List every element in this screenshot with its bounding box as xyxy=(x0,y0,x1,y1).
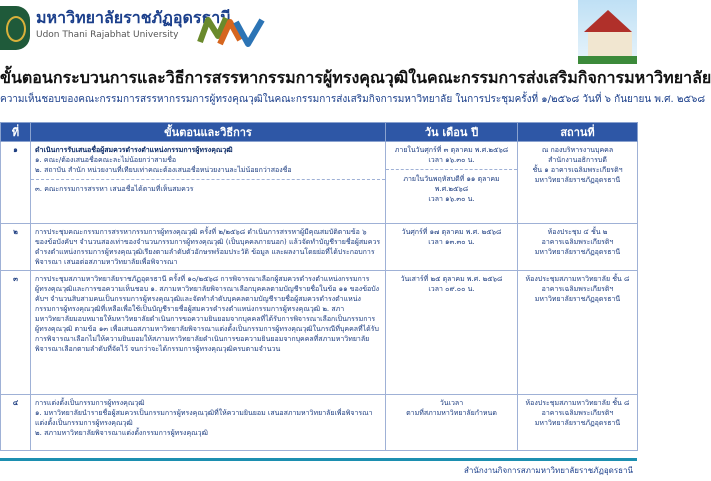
date-text: ภายในวันศุกร์ที่ ๓ ตุลาคม พ.ศ.๒๕๖๘ xyxy=(394,146,509,154)
row-date xyxy=(386,271,518,395)
page-title: ขั้นตอนกระบวนการและวิธีการสรรหากรรมการผู้ทรงคุณวุฒิในคณะกรรมการส่งเสริมกิจการมหาวิทยาลัย xyxy=(0,68,711,87)
place-line: ชั้น ๑ อาคารเฉลิมพระเกียรติฯ xyxy=(532,166,623,174)
row-number: ๑ xyxy=(1,142,31,224)
header-no: ที่ xyxy=(1,123,31,142)
row-place xyxy=(518,271,638,395)
row-number: ๓ xyxy=(1,271,31,395)
row-date xyxy=(386,142,518,224)
university-name-thai: มหาวิทยาลัยราชภัฏอุดรธานี xyxy=(36,8,232,27)
time-text: ตามที่สภามหาวิทยาลัยกำหนด xyxy=(406,409,497,417)
steps-item: ๒. สภามหาวิทยาลัยพิจารณาแต่งตั้งกรรมการผู้ทรงคุณวุฒิ xyxy=(35,429,208,437)
page-footer xyxy=(0,458,637,481)
place-line: ห้องประชุมสภามหาวิทยาลัย ชั้น ๘ xyxy=(525,399,630,407)
header-date: วัน เดือน ปี xyxy=(386,123,518,142)
place-line: ห้องประชุมสภามหาวิทยาลัย ชั้น ๘ xyxy=(525,275,630,283)
time-text: เวลา ๑๓.๓๐ น. xyxy=(428,238,475,246)
row-steps: การประชุมคณะกรรมการสรรหากรรมการผู้ทรงคุณวุฒิ ครั้งที่ ๒/๒๕๖๘ ดำเนินการสรรหาผู้มีคุณสมบัติตามข้อ ๖ ของข้อบังคับฯ จำนวนสองเท่าของจำนวนกรรมการผู้ทรงคุณวุฒิ (เป็นบุคคลภายนอก) แล้วจัดทำบัญชีรายชื่อผู้สมควรดำรงตำแหน่งกรรมการผู้ทรงคุณวุฒิเรียงตามลำดับตัวอักษรพร้อมประวัติ ข้อมูล และผลงานโดยย่อที่ได้ประกอบการพิจารณา เสนอต่อสภามหาวิทยาลัยเพื่อพิจารณา xyxy=(31,224,386,271)
place-line: อาคารเฉลิมพระเกียรติฯ xyxy=(541,238,614,246)
place-line: สำนักงานอธิการบดี xyxy=(548,156,607,164)
place-line: อาคารเฉลิมพระเกียรติฯ xyxy=(541,285,614,293)
date-text: วันเสาร์ที่ ๒๕ ตุลาคม พ.ศ. ๒๕๖๘ xyxy=(400,275,503,283)
row-place xyxy=(518,142,638,224)
steps-item: ๑. มหาวิทยาลัยนำรายชื่อผู้สมควรเป็นกรรมการผู้ทรงคุณวุฒิที่ให้ความยินยอม เสนอสภามหาวิทยาลัยเพื่อพิจารณาแต่งตั้งเป็นกรรมการผู้ทรงคุณวุฒิ xyxy=(35,409,373,427)
place-line: มหาวิทยาลัยราชภัฏอุดรธานี xyxy=(534,176,621,184)
row-place xyxy=(518,395,638,451)
row-date xyxy=(386,395,518,451)
steps-heading: ดำเนินการรับเสนอชื่อผู้สมควรดำรงตำแหน่งกรรมการผู้ทรงคุณวุฒิ xyxy=(35,146,233,154)
header-steps: ขั้นตอนและวิธีการ xyxy=(31,123,386,142)
row-number: ๔ xyxy=(1,395,31,451)
anniversary-logo-icon xyxy=(196,8,266,56)
table-row xyxy=(1,224,638,271)
table-header-row xyxy=(1,123,638,142)
page-header xyxy=(0,0,637,64)
place-line: ห้องประชุม ๔ ชั้น ๒ xyxy=(547,228,608,236)
steps-item: ๑. คณะ/ต้องเสนอชื่อคณะละไม่น้อยกว่าสามชื่อ xyxy=(35,156,177,164)
row-number: ๒ xyxy=(1,224,31,271)
university-seal-icon xyxy=(0,6,30,50)
steps-heading: การแต่งตั้งเป็นกรรมการผู้ทรงคุณวุฒิ xyxy=(35,399,145,407)
header-place: สถานที่ xyxy=(518,123,638,142)
row-steps xyxy=(31,395,386,451)
place-line: มหาวิทยาลัยราชภัฏอุดรธานี xyxy=(534,419,621,427)
page-subtitle: ความเห็นชอบของคณะกรรมการสรรหากรรมการผู้ทรงคุณวุฒิในคณะกรรมการส่งเสริมกิจการมหาวิทยาลัย ในการประชุมครั้งที่ ๑/๒๕๖๘ วันที่ ๖ กันยายน พ.ศ. ๒๕๖๘ xyxy=(0,94,706,105)
row-place xyxy=(518,224,638,271)
process-table xyxy=(0,122,638,451)
time-text: เวลา ๑๖.๓๐ น. xyxy=(428,156,475,164)
table-row xyxy=(1,271,638,395)
time-text: เวลา ๑๖.๓๐ น. xyxy=(428,195,475,203)
date-text: ภายในวันพฤหัสบดีที่ ๑๑ ตุลาคม พ.ศ.๒๕๖๘ xyxy=(386,169,517,194)
place-line: มหาวิทยาลัยราชภัฏอุดรธานี xyxy=(534,248,621,256)
steps-item: ๒. สถาบัน สำนัก หน่วยงานที่เทียบเท่าคณะต้องเสนอชื่อหน่วยงานละไม่น้อยกว่าสองชื่อ xyxy=(35,166,292,174)
place-line: ณ กองบริหารงานบุคคล xyxy=(541,146,614,154)
date-text: วันศุกร์ที่ ๑๗ ตุลาคม พ.ศ. ๒๕๖๘ xyxy=(401,228,502,236)
table-row xyxy=(1,142,638,224)
table-row xyxy=(1,395,638,451)
row-date xyxy=(386,224,518,271)
campus-building-image xyxy=(578,0,637,64)
place-line: มหาวิทยาลัยราชภัฏอุดรธานี xyxy=(534,295,621,303)
place-line: อาคารเฉลิมพระเกียรติฯ xyxy=(541,409,614,417)
steps-item: ๓. คณะกรรมการสรรหา เสนอชื่อได้ตามที่เห็นสมควร xyxy=(31,179,385,194)
date-text: วันเวลา xyxy=(439,399,464,407)
university-name-english: Udon Thani Rajabhat University xyxy=(36,30,179,40)
footer-text: สำนักงานกิจการสภามหาวิทยาลัยราชภัฏอุดรธานี xyxy=(464,466,633,475)
time-text: เวลา ๐๙.๐๐ น. xyxy=(428,285,475,293)
row-steps: การประชุมสภามหาวิทยาลัยราชภัฏอุดรธานี ครั้งที่ ๑๐/๒๕๖๘ การพิจารณาเลือกผู้สมควรดำรงตำแหน่งกรรมการผู้ทรงคุณวุฒิและการขอความเห็นชอบ ๑. สภามหาวิทยาลัยพิจารณาเลือกบุคคลตามบัญชีรายชื่อในข้อ ๑๑ ของข้อบังคับฯ จำนวนสิบสามคนเป็นกรรมการผู้ทรงคุณวุฒิและจัดทำลำดับบุคคลตามบัญชีรายชื่อผู้สมควรดำรงตำแหน่งกรรมการผู้ทรงคุณวุฒิที่เหลือเพื่อใช้เป็นบัญชีรายชื่อผู้สมควรดำรงตำแหน่งกรรมการผู้ทรงคุณวุฒิ ๒. สภามหาวิทยาลัยมอบหมายให้มหาวิทยาลัยดำเนินการขอความยินยอมจากบุคคลที่ได้รับการพิจารณาเลือกเป็นกรรมการผู้ทรงคุณวุฒิ ตามข้อ ๑๓ เพื่อเสนอสภามหาวิทยาลัยพิจารณาแต่งตั้งเป็นกรรมการผู้ทรงคุณวุฒิในกรณีที่บุคคลที่ได้รับการพิจารณาเลือกไม่ให้ความยินยอมให้สภามหาวิทยาลัยดำเนินการขอความยินยอมจากบุคคลที่สภามหาวิทยาลัยพิจารณาเลือกตามลำดับที่จัดไว้ จนกว่าจะได้กรรมการผู้ทรงคุณวุฒิครบตามจำนวน xyxy=(31,271,386,395)
row-steps xyxy=(31,142,386,224)
